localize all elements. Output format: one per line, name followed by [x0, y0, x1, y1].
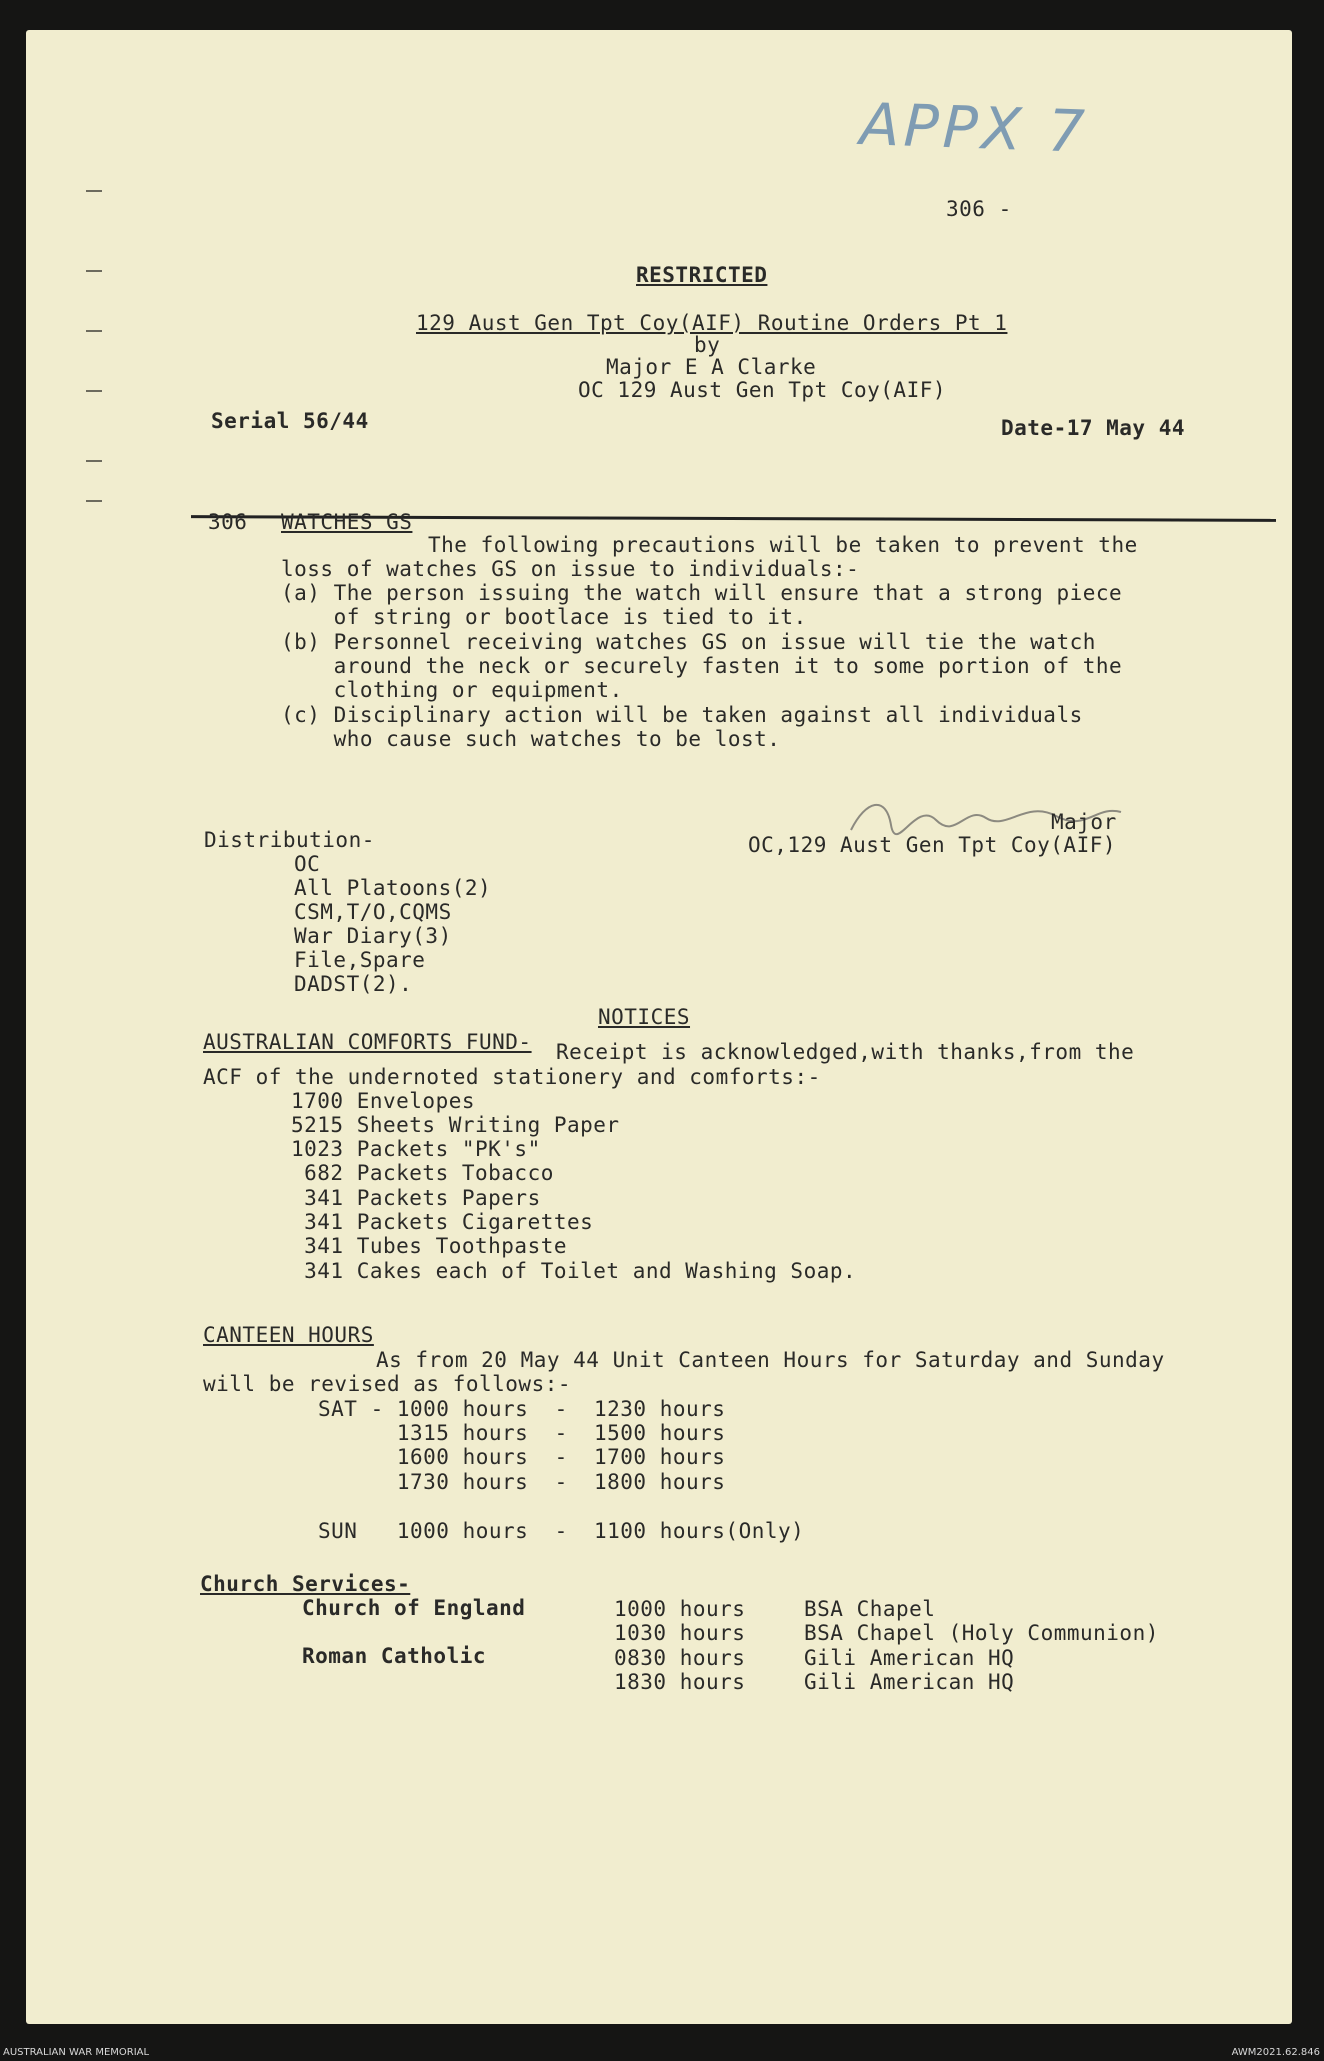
- canteen-intro: will be revised as follows:-: [203, 1372, 572, 1396]
- church-time: 1000 hours: [614, 1597, 746, 1621]
- distribution-item: CSM,T/O,CQMS: [294, 900, 452, 924]
- distribution-item: All Platoons(2): [294, 876, 492, 900]
- order-line: clothing or equipment.: [281, 678, 623, 702]
- comforts-intro: ACF of the undernoted stationery and comforts:-: [203, 1065, 821, 1089]
- church-denomination: Roman Catholic: [302, 1644, 487, 1668]
- comforts-item: 1700 Envelopes: [291, 1089, 476, 1113]
- punch-mark: [86, 270, 102, 272]
- order-line: loss of watches GS on issue to individuals:-: [281, 557, 860, 581]
- comforts-item: 341 Packets Papers: [291, 1186, 541, 1210]
- document-date: Date-17 May 44: [1001, 416, 1186, 440]
- distribution-item: War Diary(3): [294, 924, 452, 948]
- punch-mark: [86, 460, 102, 462]
- order-line: (b) Personnel receiving watches GS on issue will tie the watch: [281, 630, 1096, 654]
- order-line: around the neck or securely fasten it to some portion of the: [281, 654, 1123, 678]
- footer-credit: AUSTRALIAN WAR MEMORIAL: [3, 2047, 150, 2058]
- church-time: 1030 hours: [614, 1621, 746, 1645]
- document-page: [26, 30, 1292, 2024]
- page-number: 306 -: [946, 197, 1012, 221]
- comforts-item: 341 Tubes Toothpaste: [291, 1234, 568, 1258]
- distribution-heading: Distribution-: [204, 828, 375, 852]
- church-place: Gili American HQ: [804, 1670, 1015, 1694]
- order-line: of string or bootlace is tied to it.: [281, 605, 807, 629]
- comforts-item: 341 Cakes each of Toilet and Washing Soap.: [291, 1259, 857, 1283]
- canteen-intro: As from 20 May 44 Unit Canteen Hours for Saturday and Sunday: [376, 1348, 1165, 1372]
- canteen-schedule-row: 1600 hours - 1700 hours: [318, 1445, 726, 1469]
- title-by: by: [694, 333, 721, 357]
- comforts-heading: AUSTRALIAN COMFORTS FUND-: [203, 1030, 532, 1054]
- issuing-officer: Major E A Clarke: [606, 355, 817, 379]
- church-place: BSA Chapel (Holy Communion): [804, 1621, 1159, 1645]
- canteen-schedule-row: 1730 hours - 1800 hours: [318, 1470, 726, 1494]
- church-place: Gili American HQ: [804, 1646, 1015, 1670]
- punch-mark: [86, 390, 102, 392]
- signature-rank: Major: [1051, 810, 1117, 834]
- comforts-item: 682 Packets Tobacco: [291, 1161, 554, 1185]
- distribution-item: DADST(2).: [294, 972, 413, 996]
- church-heading: Church Services-: [200, 1572, 411, 1596]
- canteen-schedule-row: SAT - 1000 hours - 1230 hours: [318, 1397, 726, 1421]
- order-number: 306: [208, 510, 248, 534]
- order-line: (a) The person issuing the watch will ensure that a strong piece: [281, 581, 1123, 605]
- order-line: who cause such watches to be lost.: [281, 727, 781, 751]
- church-time: 1830 hours: [614, 1670, 746, 1694]
- classification: RESTRICTED: [636, 263, 768, 287]
- document-title: 129 Aust Gen Tpt Coy(AIF) Routine Orders Pt 1: [416, 311, 1008, 335]
- church-time: 0830 hours: [614, 1646, 746, 1670]
- punch-mark: [86, 500, 102, 502]
- comforts-item: 341 Packets Cigarettes: [291, 1210, 594, 1234]
- signature-appointment: OC,129 Aust Gen Tpt Coy(AIF): [748, 833, 1117, 857]
- church-place: BSA Chapel: [804, 1597, 936, 1621]
- serial-number: Serial 56/44: [211, 409, 369, 433]
- punch-mark: [86, 330, 102, 332]
- distribution-item: OC: [294, 852, 321, 876]
- punch-mark: [86, 190, 102, 192]
- distribution-item: File,Spare: [294, 948, 426, 972]
- notices-heading: NOTICES: [598, 1005, 691, 1029]
- footer-accession: AWM2021.62.846: [1231, 2047, 1320, 2058]
- order-heading: WATCHES GS: [281, 510, 413, 534]
- canteen-schedule-row: SUN 1000 hours - 1100 hours(Only): [318, 1519, 805, 1543]
- canteen-schedule-row: 1315 hours - 1500 hours: [318, 1421, 726, 1445]
- comforts-intro: Receipt is acknowledged,with thanks,from the: [556, 1040, 1135, 1064]
- comforts-item: 1023 Packets "PK's": [291, 1137, 541, 1161]
- canteen-heading: CANTEEN HOURS: [203, 1323, 374, 1347]
- order-line: The following precautions will be taken to prevent the: [428, 533, 1138, 557]
- handwritten-annotation: APPX 7: [858, 90, 1090, 166]
- comforts-item: 5215 Sheets Writing Paper: [291, 1113, 620, 1137]
- issuing-unit: OC 129 Aust Gen Tpt Coy(AIF): [578, 378, 947, 402]
- order-line: (c) Disciplinary action will be taken against all individuals: [281, 703, 1083, 727]
- church-denomination: Church of England: [302, 1596, 526, 1620]
